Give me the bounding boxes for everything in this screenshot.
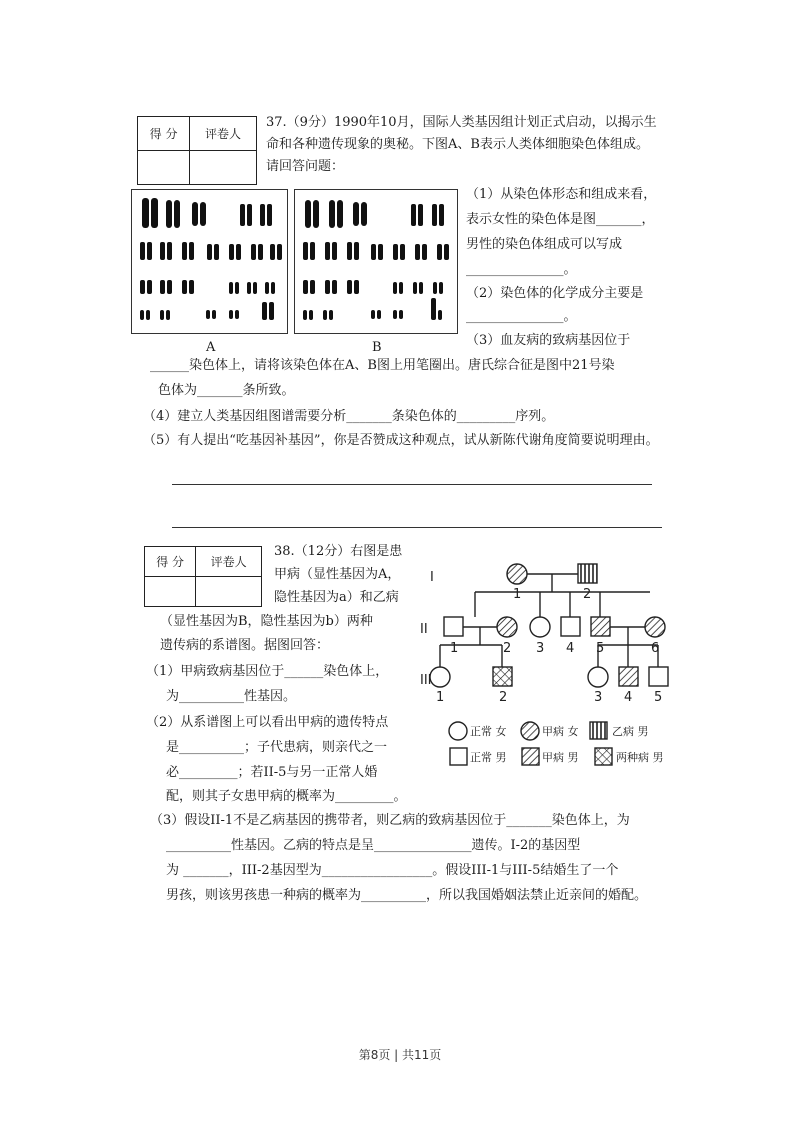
gen2-num-3: 3 xyxy=(536,641,545,656)
pedigree-I-2 xyxy=(578,564,597,583)
karyotype-a-label: A xyxy=(206,340,216,355)
score-table-q38 xyxy=(144,546,262,607)
pedigree-II-3 xyxy=(530,617,550,637)
q37-5: （5）有人提出“吃基因补基因”，你是否赞成这种观点，试从新陈代谢角度简要说明理由。 xyxy=(143,433,659,448)
gen2-num-4: 4 xyxy=(566,641,575,656)
gen3-num-3: 3 xyxy=(594,690,603,705)
legend-a-female-icon xyxy=(521,722,539,740)
pedigree-II-2 xyxy=(497,617,517,637)
score-header: 得 分 xyxy=(145,547,196,577)
score-cell xyxy=(145,577,196,607)
q38-intro-line-3: 隐性基因为a）和乙病 xyxy=(274,590,399,605)
q38-3-line-4: 男孩，则该男孩患一种病的概率为__________，所以我国婚姻法禁止近亲间的婚配。 xyxy=(166,888,648,903)
legend-a-female-label: 甲病 女 xyxy=(542,725,579,738)
q37-3-line-3: 色体为_______条所致。 xyxy=(158,383,295,398)
legend-normal-female-icon xyxy=(449,722,467,740)
legend-normal-female-label: 正常 女 xyxy=(470,725,507,738)
pedigree-III-2 xyxy=(493,667,512,686)
legend-a-male-icon xyxy=(522,748,539,765)
pedigree-diagram xyxy=(420,555,680,770)
pedigree-II-4 xyxy=(561,617,580,636)
pedigree-III-3 xyxy=(588,667,608,687)
gen-label-I: I xyxy=(430,570,434,585)
pedigree-III-4 xyxy=(619,667,638,686)
gen1-num-2: 2 xyxy=(583,587,592,602)
legend-both-male-label: 两种病 男 xyxy=(616,751,664,764)
q37-1-line-3: 男性的染色体组成可以写成 xyxy=(466,237,623,252)
q38-intro-line-4: （显性基因为B，隐性基因为b）两种 xyxy=(160,614,373,629)
gen2-num-2: 2 xyxy=(503,641,512,656)
karyotype-a-chromosomes xyxy=(132,190,287,333)
q37-1-line-4: _______________。 xyxy=(466,262,577,277)
q38-intro-line-1: 38.（12分）右图是患 xyxy=(274,544,403,559)
pedigree-III-1 xyxy=(430,667,450,687)
q37-3-line-1: （3）血友病的致病基因位于 xyxy=(466,333,631,348)
grader-header: 评卷人 xyxy=(196,547,262,577)
q38-intro-line-5: 遗传病的系谱图。据图回答： xyxy=(160,638,330,653)
gen3-num-2: 2 xyxy=(499,690,508,705)
karyotype-b-chromosomes xyxy=(295,190,457,333)
answer-line-1 xyxy=(172,484,652,485)
grader-cell xyxy=(196,577,262,607)
gen2-num-1: 1 xyxy=(450,641,459,656)
q37-1-line-2: 表示女性的染色体是图_______， xyxy=(466,212,655,227)
grader-header: 评卷人 xyxy=(190,117,257,151)
q38-2-line-4: 配，则其子女患甲病的概率为_________。 xyxy=(166,789,407,804)
karyotype-figure-a xyxy=(131,189,288,334)
q37-1-line-1: （1）从染色体形态和组成来看， xyxy=(466,187,657,202)
answer-line-2 xyxy=(172,527,662,528)
legend-a-male-label: 甲病 男 xyxy=(542,751,579,764)
q38-3-line-2: __________性基因。乙病的特点是呈_______________遗传。I-2的基因型 xyxy=(166,838,581,853)
gen1-num-1: 1 xyxy=(513,587,522,602)
karyotype-b-label: B xyxy=(372,340,382,355)
q37-2-line-2: _______________。 xyxy=(466,309,577,324)
score-header: 得 分 xyxy=(138,117,190,151)
karyotype-figure-b xyxy=(294,189,458,334)
legend-b-male-icon xyxy=(590,722,607,739)
gen3-num-1: 1 xyxy=(436,690,445,705)
q37-2-line-1: （2）染色体的化学成分主要是 xyxy=(466,286,644,301)
q38-intro-line-2: 甲病（显性基因为A， xyxy=(274,567,401,582)
q38-1-line-2: 为__________性基因。 xyxy=(166,689,297,704)
q38-1-line-1: （1）甲病致病基因位于______染色体上， xyxy=(146,664,389,679)
legend-both-male-icon xyxy=(595,748,612,765)
pedigree-III-5 xyxy=(649,667,668,686)
grader-cell xyxy=(190,151,257,185)
legend-normal-male-icon xyxy=(450,748,467,765)
q38-2-line-2: 是__________；子代患病，则亲代之一 xyxy=(166,740,388,755)
gen2-num-5: 5 xyxy=(596,641,605,656)
q38-3-line-3: 为 _______，III-2基因型为_________________。假设III-1与III-5结婚生了一个 xyxy=(166,863,619,878)
gen-label-III: III xyxy=(420,673,432,688)
pedigree-I-1 xyxy=(507,564,527,584)
legend-normal-male-label: 正常 男 xyxy=(470,751,507,764)
q37-intro-line-3: 请回答问题： xyxy=(266,159,345,174)
page-footer: 第8页 | 共11页 xyxy=(358,1048,442,1062)
q38-2-line-3: 必_________；若II-5与另一正常人婚 xyxy=(166,765,378,780)
q37-intro-line-1: 37.（9分）1990年10月，国际人类基因组计划正式启动，以揭示生 xyxy=(266,115,657,130)
legend-b-male-label: 乙病 男 xyxy=(612,725,649,738)
q37-4: （4）建立人类基因组图谱需要分析_______条染色体的_________序列。 xyxy=(143,409,555,424)
gen-label-II: II xyxy=(420,622,428,637)
pedigree-II-1 xyxy=(444,617,463,636)
gen2-num-6: 6 xyxy=(651,641,660,656)
q38-2-line-1: （2）从系谱图上可以看出甲病的遗传特点 xyxy=(146,715,389,730)
gen3-num-4: 4 xyxy=(624,690,633,705)
q37-intro-line-2: 命和各种遗传现象的奥秘。下图A、B表示人类体细胞染色体组成。 xyxy=(266,137,649,152)
score-cell xyxy=(138,151,190,185)
q38-3-line-1: （3）假设II-1不是乙病基因的携带者，则乙病的致病基因位于_______染色体上，为 xyxy=(150,813,630,828)
q37-3-line-2: ______染色体上，请将该染色体在A、B图上用笔圈出。唐氏综合征是图中21号染 xyxy=(150,358,615,373)
gen3-num-5: 5 xyxy=(654,690,663,705)
pedigree-II-5 xyxy=(591,617,610,636)
score-table-q37 xyxy=(137,116,257,185)
pedigree-II-6 xyxy=(645,617,665,637)
